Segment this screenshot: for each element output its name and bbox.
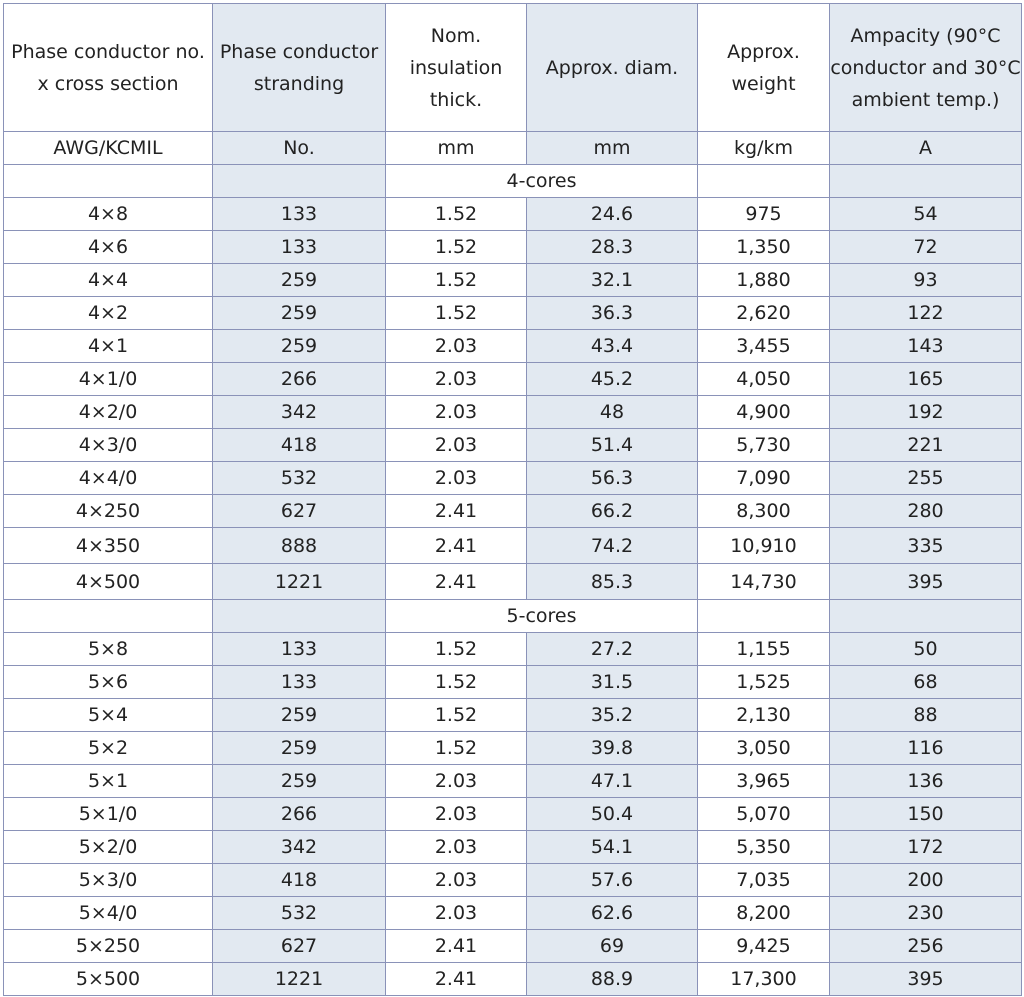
header-cell: Ampacity (90°C conductor and 30°C ambient temp.) [830, 4, 1022, 132]
table-cell: 395 [830, 564, 1022, 600]
table-cell: 5×6 [4, 666, 213, 699]
table-cell: 1.52 [386, 264, 527, 297]
table-cell: 3,455 [698, 330, 830, 363]
table-row [4, 798, 1022, 831]
table-cell: 1.52 [386, 732, 527, 765]
section-blank-cell [213, 600, 386, 633]
table-row [4, 231, 1022, 264]
table-cell: 45.2 [527, 363, 698, 396]
table-row [4, 528, 1022, 564]
table-row [4, 198, 1022, 231]
table-cell: 133 [213, 198, 386, 231]
table-cell: 10,910 [698, 528, 830, 564]
table-cell: 2.03 [386, 363, 527, 396]
table-cell: 1.52 [386, 198, 527, 231]
table-cell: 256 [830, 930, 1022, 963]
table-cell: 5×4/0 [4, 897, 213, 930]
unit-cell: kg/km [698, 132, 830, 165]
table-cell: 255 [830, 462, 1022, 495]
table-cell: 259 [213, 699, 386, 732]
table-cell: 39.8 [527, 732, 698, 765]
table-cell: 266 [213, 363, 386, 396]
table-row [4, 429, 1022, 462]
table-row [4, 666, 1022, 699]
table-row [4, 765, 1022, 798]
table-cell: 47.1 [527, 765, 698, 798]
section-blank-cell [830, 600, 1022, 633]
table-cell: 2,130 [698, 699, 830, 732]
table-cell: 4×1 [4, 330, 213, 363]
section-title: 4-cores [386, 165, 698, 198]
table-cell: 72 [830, 231, 1022, 264]
table-cell: 7,090 [698, 462, 830, 495]
section-blank-cell [698, 600, 830, 633]
table-cell: 2.03 [386, 897, 527, 930]
table-cell: 133 [213, 231, 386, 264]
table-cell: 5×4 [4, 699, 213, 732]
header-cell: Approx. weight [698, 4, 830, 132]
table-cell: 259 [213, 330, 386, 363]
table-cell: 266 [213, 798, 386, 831]
unit-cell: mm [386, 132, 527, 165]
header-cell: Phase conductor no. x cross section [4, 4, 213, 132]
table-body [4, 4, 1022, 996]
table-cell: 4×1/0 [4, 363, 213, 396]
table-row [4, 264, 1022, 297]
table-cell: 62.6 [527, 897, 698, 930]
table-cell: 5×1/0 [4, 798, 213, 831]
table-row [4, 732, 1022, 765]
table-cell: 88 [830, 699, 1022, 732]
table-cell: 418 [213, 864, 386, 897]
table-cell: 1.52 [386, 666, 527, 699]
table-cell: 2.03 [386, 396, 527, 429]
table-cell: 68 [830, 666, 1022, 699]
table-cell: 24.6 [527, 198, 698, 231]
table-cell: 1221 [213, 963, 386, 996]
table-cell: 136 [830, 765, 1022, 798]
table-row [4, 495, 1022, 528]
table-cell: 5×8 [4, 633, 213, 666]
table-cell: 93 [830, 264, 1022, 297]
section-blank-cell [213, 165, 386, 198]
table-cell: 36.3 [527, 297, 698, 330]
table-cell: 335 [830, 528, 1022, 564]
table-row [4, 963, 1022, 996]
table-cell: 150 [830, 798, 1022, 831]
table-cell: 5,350 [698, 831, 830, 864]
table-row [4, 564, 1022, 600]
table-cell: 8,200 [698, 897, 830, 930]
table-cell: 2.03 [386, 429, 527, 462]
table-cell: 48 [527, 396, 698, 429]
table-cell: 2.03 [386, 864, 527, 897]
table-cell: 122 [830, 297, 1022, 330]
table-cell: 532 [213, 897, 386, 930]
table-cell: 4×500 [4, 564, 213, 600]
table-cell: 74.2 [527, 528, 698, 564]
table-cell: 27.2 [527, 633, 698, 666]
table-cell: 5×3/0 [4, 864, 213, 897]
table-cell: 342 [213, 396, 386, 429]
table-cell: 532 [213, 462, 386, 495]
table-cell: 1.52 [386, 231, 527, 264]
table-cell: 2.03 [386, 330, 527, 363]
table-cell: 35.2 [527, 699, 698, 732]
table-cell: 143 [830, 330, 1022, 363]
table-cell: 5×2 [4, 732, 213, 765]
table-cell: 4,900 [698, 396, 830, 429]
table-cell: 50 [830, 633, 1022, 666]
table-cell: 17,300 [698, 963, 830, 996]
table-row [4, 897, 1022, 930]
table-cell: 4×2/0 [4, 396, 213, 429]
table-cell: 395 [830, 963, 1022, 996]
table-cell: 4×350 [4, 528, 213, 564]
table-cell: 88.9 [527, 963, 698, 996]
table-cell: 1.52 [386, 633, 527, 666]
table-cell: 1.52 [386, 297, 527, 330]
header-cell: Approx. diam. [527, 4, 698, 132]
table-cell: 5,730 [698, 429, 830, 462]
table-cell: 69 [527, 930, 698, 963]
table-cell: 2.41 [386, 930, 527, 963]
table-cell: 418 [213, 429, 386, 462]
table-cell: 4×250 [4, 495, 213, 528]
table-cell: 56.3 [527, 462, 698, 495]
table-row [4, 297, 1022, 330]
table-cell: 1.52 [386, 699, 527, 732]
table-cell: 5×250 [4, 930, 213, 963]
table-cell: 50.4 [527, 798, 698, 831]
table-cell: 2.03 [386, 798, 527, 831]
table-row [4, 396, 1022, 429]
section-blank-cell [4, 600, 213, 633]
table-cell: 8,300 [698, 495, 830, 528]
table-cell: 14,730 [698, 564, 830, 600]
table-cell: 2.03 [386, 831, 527, 864]
table-row [4, 831, 1022, 864]
table-cell: 172 [830, 831, 1022, 864]
table-cell: 57.6 [527, 864, 698, 897]
section-title: 5-cores [386, 600, 698, 633]
section-row [4, 165, 1022, 198]
table-row [4, 363, 1022, 396]
table-cell: 2,620 [698, 297, 830, 330]
table-cell: 975 [698, 198, 830, 231]
table-cell: 2.03 [386, 462, 527, 495]
table-cell: 888 [213, 528, 386, 564]
table-row [4, 633, 1022, 666]
table-cell: 5×2/0 [4, 831, 213, 864]
table-cell: 2.41 [386, 963, 527, 996]
table-cell: 66.2 [527, 495, 698, 528]
table-cell: 1221 [213, 564, 386, 600]
table-cell: 2.03 [386, 765, 527, 798]
table-cell: 54.1 [527, 831, 698, 864]
table-cell: 54 [830, 198, 1022, 231]
table-cell: 4×3/0 [4, 429, 213, 462]
section-blank-cell [830, 165, 1022, 198]
table-cell: 4×6 [4, 231, 213, 264]
table-cell: 259 [213, 297, 386, 330]
unit-cell: mm [527, 132, 698, 165]
table-cell: 627 [213, 930, 386, 963]
table-cell: 85.3 [527, 564, 698, 600]
table-cell: 4×8 [4, 198, 213, 231]
table-cell: 259 [213, 264, 386, 297]
table-cell: 133 [213, 666, 386, 699]
header-cell: Phase conductor stranding [213, 4, 386, 132]
table-cell: 28.3 [527, 231, 698, 264]
table-row [4, 330, 1022, 363]
table-cell: 192 [830, 396, 1022, 429]
table-cell: 31.5 [527, 666, 698, 699]
table-cell: 221 [830, 429, 1022, 462]
table-cell: 116 [830, 732, 1022, 765]
table-cell: 7,035 [698, 864, 830, 897]
table-cell: 2.41 [386, 528, 527, 564]
units-row [4, 132, 1022, 165]
table-cell: 32.1 [527, 264, 698, 297]
table-cell: 627 [213, 495, 386, 528]
table-cell: 342 [213, 831, 386, 864]
table-cell: 9,425 [698, 930, 830, 963]
header-cell: Nom. insulation thick. [386, 4, 527, 132]
table-cell: 4×4/0 [4, 462, 213, 495]
table-cell: 4,050 [698, 363, 830, 396]
table-cell: 1,155 [698, 633, 830, 666]
table-cell: 2.41 [386, 495, 527, 528]
header-row [4, 4, 1022, 132]
table-cell: 230 [830, 897, 1022, 930]
cable-spec-table [3, 3, 1022, 996]
table-cell: 165 [830, 363, 1022, 396]
table-cell: 133 [213, 633, 386, 666]
table-cell: 4×2 [4, 297, 213, 330]
section-row [4, 600, 1022, 633]
table-cell: 280 [830, 495, 1022, 528]
table-cell: 1,880 [698, 264, 830, 297]
table-cell: 43.4 [527, 330, 698, 363]
unit-cell: AWG/KCMIL [4, 132, 213, 165]
table-row [4, 462, 1022, 495]
table-cell: 5,070 [698, 798, 830, 831]
table-row [4, 930, 1022, 963]
section-blank-cell [698, 165, 830, 198]
table-cell: 259 [213, 765, 386, 798]
table-row [4, 699, 1022, 732]
table-cell: 259 [213, 732, 386, 765]
table-cell: 51.4 [527, 429, 698, 462]
unit-cell: A [830, 132, 1022, 165]
table-cell: 3,965 [698, 765, 830, 798]
table-cell: 200 [830, 864, 1022, 897]
table-cell: 5×500 [4, 963, 213, 996]
table-cell: 2.41 [386, 564, 527, 600]
table-row [4, 864, 1022, 897]
table-cell: 4×4 [4, 264, 213, 297]
section-blank-cell [4, 165, 213, 198]
table-cell: 1,350 [698, 231, 830, 264]
table-cell: 5×1 [4, 765, 213, 798]
table-cell: 1,525 [698, 666, 830, 699]
table-cell: 3,050 [698, 732, 830, 765]
unit-cell: No. [213, 132, 386, 165]
